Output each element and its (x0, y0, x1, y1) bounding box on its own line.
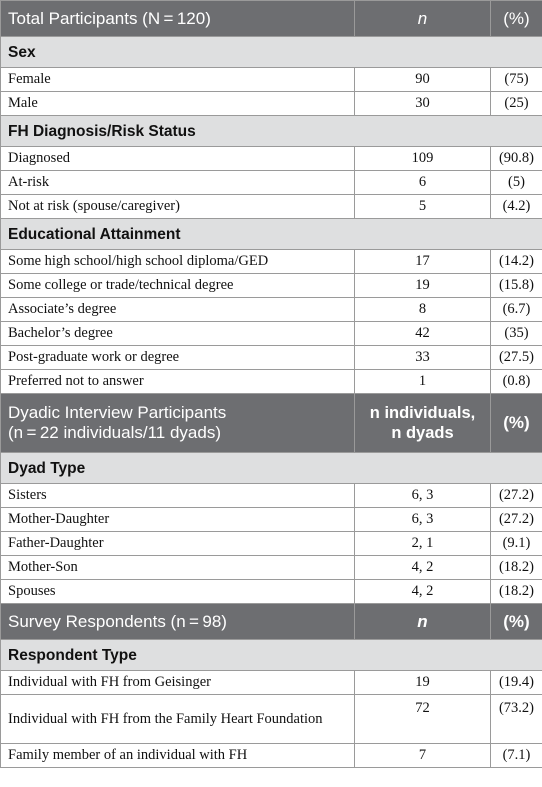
table-row (1, 484, 542, 508)
dyadic-label-line1: Dyadic Interview Participants (8, 403, 227, 422)
survey-respondents-label: Survey Respondents (n = 98) (1, 604, 355, 640)
section-title: Sex (1, 37, 542, 68)
row-label: Spouses (1, 580, 355, 604)
row-label: Bachelor’s degree (1, 322, 355, 346)
row-n: 6, 3 (355, 508, 491, 532)
section-fh-status (1, 116, 542, 147)
section-title: Respondent Type (1, 640, 542, 671)
row-pct: (27.2) (491, 484, 542, 508)
row-pct: (5) (491, 171, 542, 195)
percent-column-header: (%) (491, 604, 542, 640)
row-label: Male (1, 92, 355, 116)
row-pct: (18.2) (491, 580, 542, 604)
row-pct: (75) (491, 68, 542, 92)
row-n: 2, 1 (355, 532, 491, 556)
row-pct: (15.8) (491, 274, 542, 298)
table-row (1, 370, 542, 394)
row-label: Preferred not to answer (1, 370, 355, 394)
row-pct: (0.8) (491, 370, 542, 394)
row-label: Mother-Son (1, 556, 355, 580)
row-label: Not at risk (spouse/caregiver) (1, 195, 355, 219)
table-row (1, 274, 542, 298)
total-participants-header (1, 1, 542, 37)
section-dyad-type (1, 453, 542, 484)
row-n: 6 (355, 171, 491, 195)
row-n: 30 (355, 92, 491, 116)
row-pct: (19.4) (491, 671, 542, 695)
row-n: 4, 2 (355, 556, 491, 580)
row-label: Father-Daughter (1, 532, 355, 556)
row-pct: (25) (491, 92, 542, 116)
percent-column-header: (%) (491, 1, 542, 37)
table-row (1, 322, 542, 346)
section-respondent-type (1, 640, 542, 671)
section-title: Educational Attainment (1, 219, 542, 250)
section-education (1, 219, 542, 250)
table-row (1, 171, 542, 195)
row-n: 33 (355, 346, 491, 370)
row-n: 19 (355, 274, 491, 298)
row-label: At-risk (1, 171, 355, 195)
row-pct: (7.1) (491, 744, 542, 768)
row-label: Female (1, 68, 355, 92)
table-row (1, 695, 542, 744)
table-row (1, 250, 542, 274)
row-label: Post-graduate work or degree (1, 346, 355, 370)
table-row (1, 744, 542, 768)
row-label: Some college or trade/technical degree (1, 274, 355, 298)
dyadic-participants-header (1, 394, 542, 453)
dyadic-participants-label (1, 394, 355, 453)
table-row (1, 580, 542, 604)
row-n: 19 (355, 671, 491, 695)
n-individuals-line: n individuals, (369, 404, 476, 422)
row-n: 8 (355, 298, 491, 322)
row-n: 17 (355, 250, 491, 274)
row-pct: (73.2) (491, 695, 542, 744)
section-title: FH Diagnosis/Risk Status (1, 116, 542, 147)
row-label: Individual with FH from Geisinger (1, 671, 355, 695)
row-label: Some high school/high school diploma/GED (1, 250, 355, 274)
table-row (1, 68, 542, 92)
row-n: 72 (355, 695, 491, 744)
row-label: Sisters (1, 484, 355, 508)
table-row (1, 532, 542, 556)
row-label: Mother-Daughter (1, 508, 355, 532)
row-n: 1 (355, 370, 491, 394)
row-label: Individual with FH from the Family Heart Foundation (1, 695, 355, 744)
n-column-header: n (355, 1, 491, 37)
table-row (1, 147, 542, 171)
row-pct: (27.2) (491, 508, 542, 532)
row-pct: (35) (491, 322, 542, 346)
table-row (1, 298, 542, 322)
row-n: 4, 2 (355, 580, 491, 604)
section-sex (1, 37, 542, 68)
survey-respondents-header (1, 604, 542, 640)
table-row (1, 195, 542, 219)
table-row (1, 508, 542, 532)
row-pct: (14.2) (491, 250, 542, 274)
row-pct: (18.2) (491, 556, 542, 580)
section-title: Dyad Type (1, 453, 542, 484)
table-row (1, 556, 542, 580)
row-n: 42 (355, 322, 491, 346)
row-n: 6, 3 (355, 484, 491, 508)
row-n: 109 (355, 147, 491, 171)
dyadic-label-line2: (n = 22 individuals/11 dyads) (8, 423, 221, 442)
total-participants-label: Total Participants (N = 120) (1, 1, 355, 37)
row-label: Family member of an individual with FH (1, 744, 355, 768)
percent-column-header: (%) (491, 394, 542, 453)
row-pct: (90.8) (491, 147, 542, 171)
table-row (1, 671, 542, 695)
row-n: 90 (355, 68, 491, 92)
row-pct: (27.5) (491, 346, 542, 370)
n-individuals-dyads-header (355, 394, 491, 453)
row-n: 7 (355, 744, 491, 768)
row-pct: (9.1) (491, 532, 542, 556)
row-pct: (6.7) (491, 298, 542, 322)
table-row (1, 346, 542, 370)
n-dyads-line: n dyads (391, 424, 454, 442)
table-row (1, 92, 542, 116)
row-label: Associate’s degree (1, 298, 355, 322)
n-column-header: n (355, 604, 491, 640)
row-pct: (4.2) (491, 195, 542, 219)
row-n: 5 (355, 195, 491, 219)
row-label: Diagnosed (1, 147, 355, 171)
